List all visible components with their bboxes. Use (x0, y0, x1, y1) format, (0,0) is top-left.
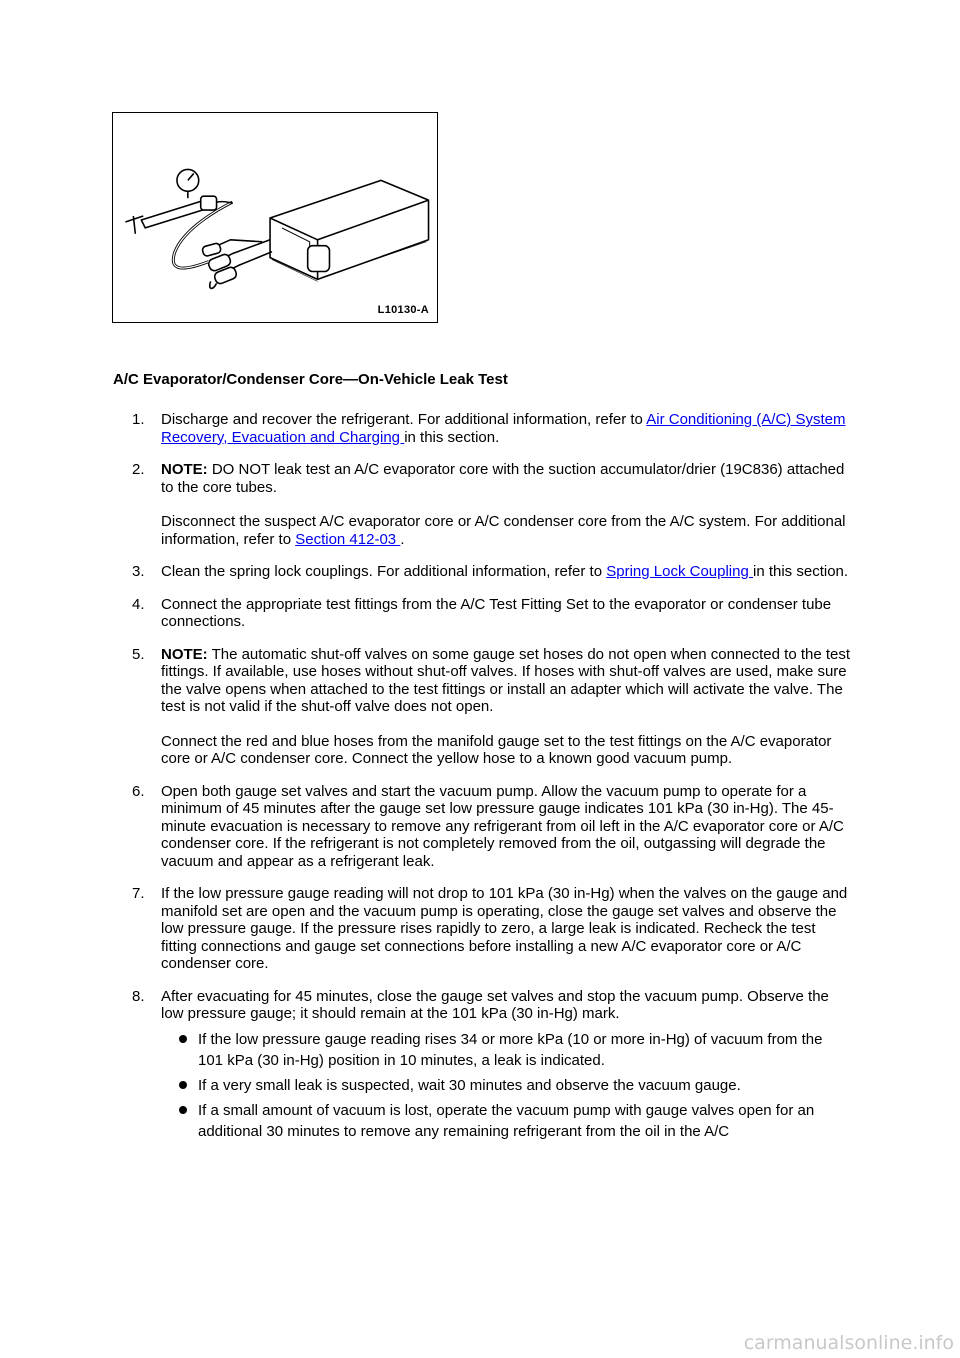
step-text: If the low pressure gauge reading will not drop to 101 kPa (30 in-Hg) when the valves on the gauge and manifold set are open and the vacuum pump is operating, close the gauge set valves and observe the low pressure gauge. If the pressure rises rapidly to zero, a large leak is indicated. Recheck the test fitting connections and gauge set connections before installing a new A/C evaporator core or A/C condenser core. (161, 885, 848, 972)
step-text: in this section. (753, 563, 849, 580)
bullet-item: If a small amount of vacuum is lost, operate the vacuum pump with gauge valves open for an additional 30 minutes to remove any remaining refrigerant from the oil in the A/C (198, 1100, 851, 1142)
step-number: 5. (132, 645, 145, 663)
step-text: Disconnect the suspect A/C evaporator core or A/C condenser core from the A/C system. For additional information, refer to (161, 513, 846, 548)
step-text: Connect the red and blue hoses from the manifold gauge set to the test fittings on the A/C evaporator core or A/C condenser core. Connect the yellow hose to a known good vacuum pump. (161, 732, 832, 767)
note-text: DO NOT leak test an A/C evaporator core with the suction accumulator/drier (19C836) attached to the core tubes. (161, 461, 845, 496)
bullet-item: If the low pressure gauge reading rises 34 or more kPa (10 or more in-Hg) of vacuum from the 101 kPa (30 in-Hg) position in 10 minutes, a leak is indicated. (198, 1029, 851, 1071)
ac-recovery-link[interactable]: Air Conditioning (A/C) System Recovery, Evacuation and Charging (161, 411, 846, 446)
step-number: 8. (132, 987, 145, 1005)
step-2 (132, 461, 851, 548)
step-text: . (400, 530, 405, 548)
gauge-evaporator-illustration (113, 113, 437, 322)
section-412-03-link[interactable]: Section 412-03 (295, 530, 401, 548)
step-1 (132, 411, 851, 446)
step-3 (132, 563, 851, 581)
step-number: 6. (132, 782, 145, 800)
step-6 (132, 782, 851, 871)
step-text: Connect the appropriate test fittings from the A/C Test Fitting Set to the evaporator or condenser tube connections. (161, 595, 832, 630)
procedure-steps (0, 411, 960, 1157)
step-text: Clean the spring lock couplings. For additional information, refer to (161, 563, 607, 580)
bullet-item: If a very small leak is suspected, wait 30 minutes and observe the vacuum gauge. (198, 1075, 851, 1096)
note-text: The automatic shut-off valves on some gauge set hoses do not open when connected to the test fittings. If available, use hoses without shut-off valves. If hoses with shut-off valves are used, make sure the valve opens when attached to the test fittings or install an adapter which will activate the valve. The test is not valid if the shut-off valve does not open. (161, 645, 851, 715)
step-7 (132, 885, 851, 973)
leak-test-figure (112, 112, 438, 323)
step-text: Discharge and recover the refrigerant. For additional information, refer to (161, 411, 647, 428)
spring-lock-coupling-link[interactable]: Spring Lock Coupling (606, 563, 753, 580)
step-number: 1. (132, 411, 145, 428)
step-text: in this section. (404, 428, 500, 446)
figure-label: L10130-A (377, 304, 429, 316)
step-number: 4. (132, 595, 145, 613)
step-text: After evacuating for 45 minutes, close the gauge set valves and stop the vacuum pump. Observe the low pressure gauge; it should remain at the 101 kPa (30 in-Hg) mark. (161, 987, 829, 1022)
step-number: 2. (132, 461, 145, 478)
step-5 (132, 645, 851, 768)
step-8-bullets (161, 1029, 851, 1142)
procedure-heading: A/C Evaporator/Condenser Core—On-Vehicle Leak Test (113, 371, 508, 388)
step-text: Open both gauge set valves and start the vacuum pump. Allow the vacuum pump to operate for a minimum of 45 minutes after the gauge set low pressure gauge indicates 101 kPa (30 in-Hg). The 45-minute evacuation is necessary to remove any refrigerant from oil left in the A/C evaporator core or A/C condenser core. If the refrigerant is not completely removed from the oil, outgassing will degrade the vacuum and appear as a refrigerant leak. (161, 782, 844, 870)
watermark: carmanualsonline.info (743, 1332, 954, 1354)
step-4 (132, 595, 851, 631)
note-label: NOTE: (161, 461, 208, 478)
step-number: 3. (132, 563, 145, 580)
step-number: 7. (132, 885, 145, 902)
step-8 (132, 987, 851, 1142)
note-label: NOTE: (161, 645, 208, 663)
